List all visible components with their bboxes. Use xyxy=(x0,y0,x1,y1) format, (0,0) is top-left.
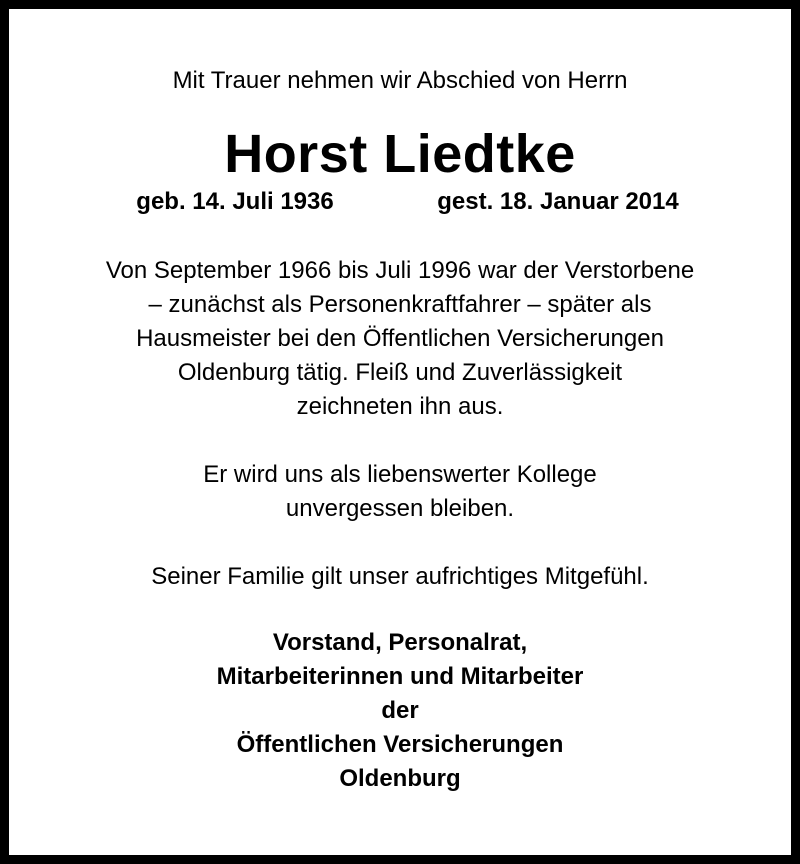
career-paragraph xyxy=(9,254,791,424)
paragraph-line: Oldenburg tätig. Fleiß und Zuverlässigkeit xyxy=(177,359,623,386)
paragraph-line: Er wird uns als liebenswerter Kollege xyxy=(203,461,597,488)
birth-date: geb. 14. Juli 1936 xyxy=(136,188,334,215)
paragraph-line: – zunächst als Personenkraftfahrer – später als xyxy=(148,291,652,318)
death-date: gest. 18. Januar 2014 xyxy=(437,188,679,215)
signature-block xyxy=(9,626,791,796)
paragraph-line: unvergessen bleiben. xyxy=(285,495,515,522)
life-dates xyxy=(9,185,791,219)
signature-line: Oldenburg xyxy=(339,765,461,792)
paragraph-line: Von September 1966 bis Juli 1996 war der Verstorbene xyxy=(105,257,695,284)
remembrance-paragraph xyxy=(9,458,791,526)
signature-line: Öffentlichen Versicherungen xyxy=(236,731,564,758)
paragraph-line: Hausmeister bei den Öffentlichen Versicherungen xyxy=(136,325,664,352)
condolence-paragraph xyxy=(9,560,791,594)
paragraph-line: Seiner Familie gilt unser aufrichtiges Mitgefühl. xyxy=(151,563,649,590)
intro-line: Mit Trauer nehmen wir Abschied von Herrn xyxy=(172,67,628,94)
signature-line: Vorstand, Personalrat, xyxy=(272,629,528,656)
deceased-name: Horst Liedtke xyxy=(224,124,576,184)
signature-line: der xyxy=(381,697,419,724)
paragraph-line: zeichneten ihn aus. xyxy=(296,393,504,420)
signature-line: Mitarbeiterinnen und Mitarbeiter xyxy=(216,663,584,690)
